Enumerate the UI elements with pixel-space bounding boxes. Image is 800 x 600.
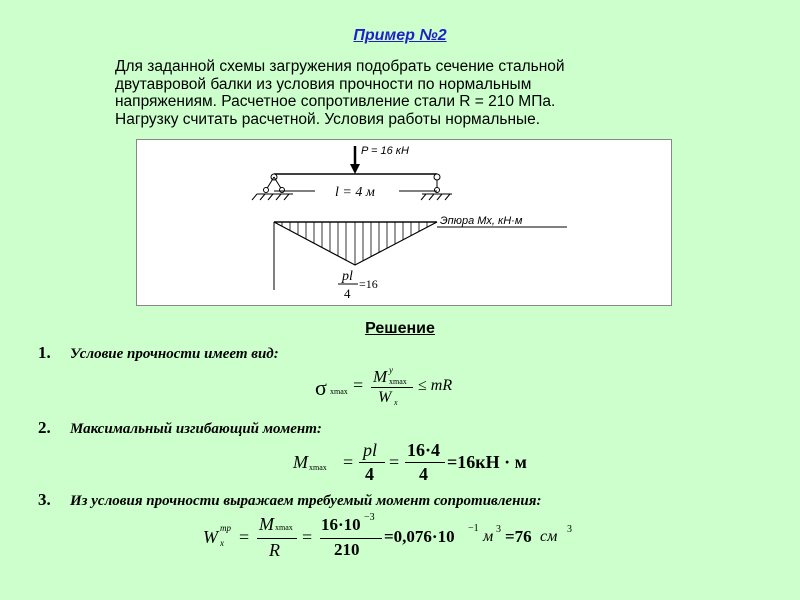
step-number: 2. <box>38 418 51 437</box>
problem-line: двутавровой балки из условия прочности по нормальным <box>115 75 532 93</box>
problem-statement <box>115 58 715 128</box>
step-number: 1. <box>38 343 51 362</box>
fraction-bar <box>371 387 413 388</box>
fraction-bar <box>359 462 385 463</box>
load-label: P = 16 кН <box>361 145 409 157</box>
step-text: Из условия прочности выражаем требуемый момент сопротивления: <box>70 493 542 509</box>
load-arrow-head <box>350 164 360 174</box>
strength-condition-formula: σ xmax = M y xmax W x ≤ mR <box>315 365 453 407</box>
required-section-modulus-formula: W тр x = M xmax R = 16·10 −3 210 =0,076·10 −1 м 3 =76 см 3 <box>203 512 572 560</box>
problem-line: Для заданной схемы загружения подобрать сечение стальной <box>115 58 565 75</box>
max-moment-formula: M xmax = pl 4 = 16·4 4 =16кН · м <box>293 440 527 484</box>
step-number: 3. <box>38 490 51 509</box>
sigma-symbol: σ <box>315 375 327 400</box>
moment-numerator: pl <box>342 269 353 284</box>
length-label: l = 4 м <box>335 185 375 200</box>
moment-triangle <box>274 222 437 265</box>
step-1 <box>38 343 279 363</box>
step-3 <box>38 490 541 510</box>
fraction-bar <box>405 462 445 463</box>
solution-title: Решение <box>365 320 435 337</box>
moment-value: =16 <box>359 277 378 291</box>
step-2 <box>38 418 322 438</box>
sigma-subscript: xmax <box>330 387 348 396</box>
epure-hatching <box>282 222 427 265</box>
beam-diagram <box>136 139 672 306</box>
epure-label: Эпюра Mx, кН·м <box>440 215 523 227</box>
example-title: Пример №2 <box>353 27 447 44</box>
fraction-bar <box>257 538 297 539</box>
fraction-bar <box>320 538 382 539</box>
moment-denominator: 4 <box>344 286 351 301</box>
step-text: Условие прочности имеет вид: <box>70 346 279 362</box>
step-text: Максимальный изгибающий момент: <box>70 421 322 437</box>
problem-line: Нагрузку считать расчетной. Условия работы нормальные. <box>115 110 541 128</box>
beam-diagram-svg <box>137 140 671 305</box>
left-support <box>252 174 293 200</box>
problem-line: напряжениям. Расчетное сопротивление стали R = 210 МПа. <box>115 93 556 110</box>
right-support <box>421 174 452 200</box>
